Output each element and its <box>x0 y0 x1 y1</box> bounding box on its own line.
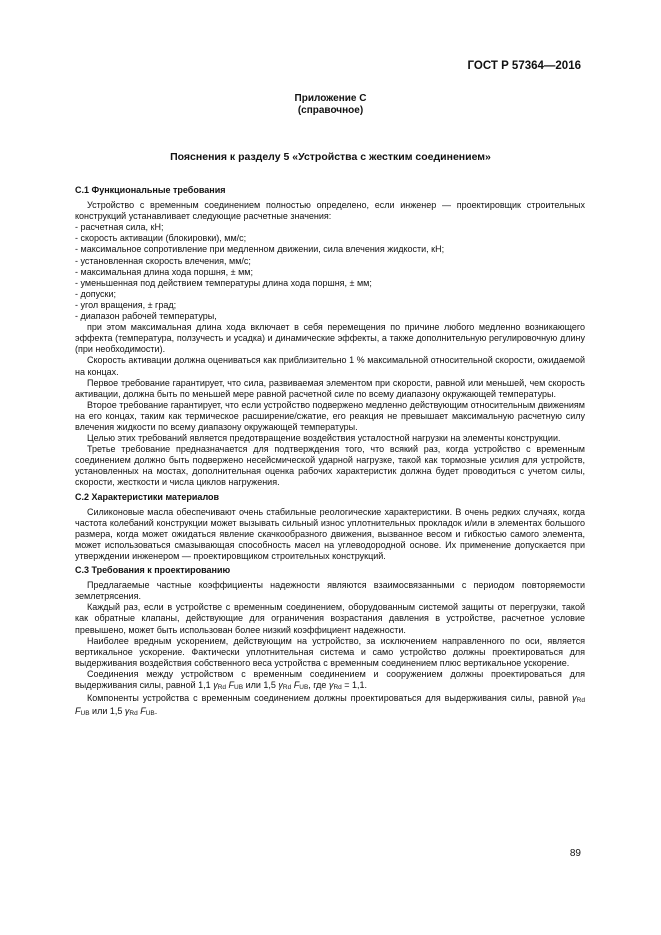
gamma-subscript: Rd <box>129 710 138 718</box>
force-symbol: F <box>293 680 300 691</box>
gamma-symbol: γ <box>278 680 283 691</box>
appendix-title: Приложение С <box>294 93 367 104</box>
list-item: - допуски; <box>75 289 585 300</box>
gamma-symbol: γ <box>328 680 334 691</box>
force-subscript: UB <box>299 684 309 692</box>
c3-heading: С.3 Требования к проектированию <box>75 565 231 576</box>
gamma-symbol: γ <box>213 680 218 691</box>
c1-paragraph: Первое требование гарантирует, что сила, развиваемая элементом при скорости, равной или меньшей, чем скорость активации, должна быть по меньшей мере равной расчетной силе по всему диапазону окружающей температуры. <box>75 377 585 399</box>
list-item: - скорость активации (блокировки), мм/с; <box>75 233 585 244</box>
formula-text: , где <box>308 680 327 691</box>
c1-intro: Устройство с временным соединением полностью определено, если инженер — проектировщик строительных конструкций устанавливает следующие расчетные значения: <box>75 200 585 222</box>
gamma-subscript: Rd <box>217 684 227 692</box>
c1-paragraph: при этом максимальная длина хода включает в себя перемещения по причине любого медленно возникающего эффекта (температура, ползучесть и усадка) и динамические эффекты, а также дополнительную регулировочную длину (при необходимости). <box>75 322 585 355</box>
formula-text: . <box>154 706 158 717</box>
c1-list <box>75 222 585 322</box>
c1-paragraph: Второе требование гарантирует, что если устройство подвержено медленно действующим относительным движениям на его концах, таким как термическое расширение/сжатие, его реакция не превышает максимальную расчетную силу влечения жидкости по всему диапазону окружающей температуры. <box>75 399 585 432</box>
formula-text: или 1,5 <box>245 680 276 691</box>
list-item: - максимальное сопротивление при медленном движении, сила влечения жидкости, кН; <box>75 244 585 255</box>
c1-paragraph: Третье требование предназначается для подтверждения того, что всякий раз, когда устройство с временным соединением должно быть подвержено несейсмической ударной нагрузке, такой как тормозные усилия для устройств, установленных на мостах, дополнительная оценка рабочих характеристик должна будет проводиться с учетом силы, скорости, жесткости и числа циклов нагружения. <box>75 444 585 488</box>
document-body <box>75 182 585 719</box>
gamma-subscript: Rd <box>282 684 292 692</box>
document-number: ГОСТ Р 57364—2016 <box>467 60 581 72</box>
section-title: Пояснения к разделу 5 «Устройства с жестким соединением» <box>170 151 491 163</box>
force-symbol: F <box>75 706 81 717</box>
formula-text: или 1,5 <box>92 706 123 717</box>
force-symbol: F <box>228 680 235 691</box>
c2-paragraph: Силиконовые масла обеспечивают очень стабильные реологические характеристики. В очень редких случаях, когда частота колебаний конструкции может вызывать сильный износ уплотнительных прокладок и/или в элементах большого размера, когда может ожидаться явление скачкообразного движения, вызванное весом и гибкостью самого элемента, может использоваться смазывающая способность масел на углеводородной основе. Их применение допускается при утверждении инженером — проектировщиком строительных конструкций. <box>75 506 585 561</box>
gamma-symbol: γ <box>124 706 130 717</box>
c1-paragraph: Скорость активации должна оцениваться как приблизительно 1 % максимальной относительной скорости, ожидаемой на концах. <box>75 355 585 377</box>
gamma-symbol: γ <box>572 693 577 704</box>
formula-text: Соединения между устройством с временным соединением и сооружением должны проектироваться для выдерживания силы, равной 1,1 <box>75 668 585 691</box>
c1-heading: С.1 Функциональные требования <box>75 185 226 195</box>
force-subscript: UB <box>80 710 90 718</box>
force-subscript: UB <box>234 684 244 692</box>
c1-paragraph: Целью этих требований является предотвращение воздействия усталостной нагрузки на элементы конструкции. <box>87 433 561 444</box>
force-subscript: UB <box>145 710 155 718</box>
appendix-subtitle: (справочное) <box>297 105 364 116</box>
list-item: - уменьшенная под действием температуры длина хода поршня, ± мм; <box>75 278 585 289</box>
force-symbol: F <box>140 706 146 717</box>
gamma-subscript: Rd <box>576 697 585 705</box>
appendix-heading <box>0 93 661 117</box>
formula-text: Компоненты устройства с временным соединением должны проектироваться для выдерживания силы, равной <box>87 693 569 704</box>
c3-paragraph: Каждый раз, если в устройстве с временным соединением, оборудованным системой защиты от перегрузки, такой как обратные клапаны, действующие для ограничения возрастания давления в устройстве, расчетное условие превышено, может быть использован более низкий коэффициент надежности. <box>75 602 585 635</box>
c3-paragraph: Предлагаемые частные коэффициенты надежности являются взаимосвязанными с периодом повторяемости землетрясения. <box>75 580 585 602</box>
list-item: - угол вращения, ± град; <box>75 300 585 311</box>
c2-heading: С.2 Характеристики материалов <box>75 491 220 502</box>
formula-text: = 1,1. <box>344 680 368 691</box>
list-item: - диапазон рабочей температуры, <box>75 311 585 322</box>
list-item: - установленная скорость влечения, мм/с; <box>75 256 585 267</box>
c3-paragraph: Наиболее вредным ускорением, действующим на устройство, за исключением направленного по оси, является вертикальное ускорение. Фактически уплотнительная система и само устройство должны проектироваться для выдерживания воздействия собственного веса устройства с временным соединением плюс вертикальное ускорение. <box>75 635 585 668</box>
list-item: - максимальная длина хода поршня, ± мм; <box>75 267 585 278</box>
gamma-subscript: Rd <box>333 684 342 692</box>
c3-paragraph-formula <box>75 669 585 693</box>
list-item: - расчетная сила, кН; <box>75 222 585 233</box>
page-number: 89 <box>569 848 581 859</box>
c3-paragraph-formula <box>75 693 585 719</box>
